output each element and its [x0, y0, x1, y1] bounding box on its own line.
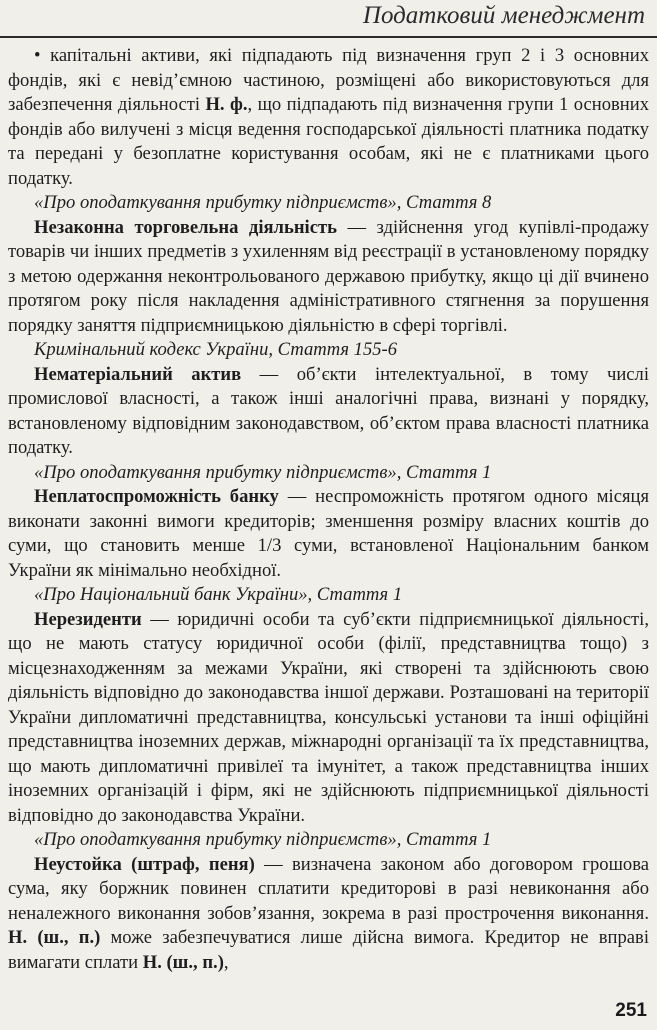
entry-text: — визначена законом або договором грошова сума, яку боржник повинен сплатити кредиторові в разі невиконання або неналежного виконання зобов’язання, зокрема в разі прострочення виконання.	[8, 853, 649, 924]
entry-source: «Про оподаткування прибутку підприємств», Стаття 1	[34, 461, 492, 483]
entry-text: — неспроможність протягом одного місяця виконати законні вимоги кредиторів; зменшення розміру власних коштів до суми, що становить менше 1/3 суми, встановленої Національним банком України як мінімально необхідної.	[8, 486, 650, 581]
entry-text: може забезпечуватися лише дійсна вимога. Кредитор не вправі вимагати сплати	[8, 927, 649, 973]
entry-source: «Про оподаткування прибутку підприємств», Стаття 1	[34, 829, 492, 850]
page-number: 251	[615, 1000, 647, 1021]
entry-abbr: Н. (ш., п.)	[142, 951, 224, 973]
entry-text: — юридичні особи та суб’єкти підприємницької діяльності, що не мають статусу юридичної особи (філії, представництва тощо) з місцезнаходженням за межами України, які створені та здійснюють свою діяльність відповідно до законодавства іншої держави. Розташовані на території України дипломатичні представництва, консульські установи та інші офіційні представництва іноземних держав, міжнародні організації та їх представництва, що мають дипломатичні привілеї та імунітет, а також представництва інших іноземних організацій і фірм, які не здійснюють підприємницької діяльності відповідно до законодавства України.	[8, 608, 649, 826]
entry-text: — здійснення угод купівлі-продажу товарів чи інших предметів з ухиленням від реєстрації в установленому порядку з метою одержання неконтрольованого державою прибутку, якщо ці дії вчинено протягом року після накладення адміністративного стягнення за порушення порядку заняття підприємницькою діяльністю в сфері торгівлі.	[8, 216, 649, 336]
page-body	[8, 44, 649, 975]
glossary-entry	[8, 608, 649, 829]
entry-source: «Про оподаткування прибутку підприємств», Стаття 8	[34, 192, 492, 213]
entry-term: Нематеріальний актив	[34, 363, 242, 385]
glossary-entry	[8, 363, 649, 461]
entry-term: Неплатоспроможність банку	[34, 486, 279, 507]
entry-text: — об’єкти інтелектуальної, в тому числі промислової власності, а також інші аналогічні права, визнані у порядку, встановленому відповідним законодавством, об’єктом права власності платника податку.	[8, 363, 649, 458]
entry-abbr: Н. ф.	[205, 94, 248, 115]
entry-term: Неустойка (штраф, пеня)	[34, 853, 255, 875]
entry-term: Нерезиденти	[34, 608, 142, 630]
entry-text: , що підпадають під визначення групи 1 основних фондів або вилучені з місця ведення господарської діяльності платника податку та передані у безоплатне користування особам, які не є платниками цього податку.	[8, 94, 649, 189]
glossary-entry	[8, 216, 649, 339]
entry-abbr: Н. (ш., п.)	[8, 927, 101, 948]
glossary-entry	[8, 485, 649, 583]
entry-text: ,	[223, 951, 229, 973]
header-rule	[0, 36, 657, 38]
entry-term: Незаконна торговельна діяльність	[34, 216, 337, 238]
running-header	[0, 0, 657, 38]
running-header-title: Податковий менеджмент	[362, 2, 645, 29]
entry-source: «Про Національний банк України», Стаття 1	[34, 584, 403, 605]
entry-source: Кримінальний кодекс України, Стаття 155-6	[34, 339, 398, 360]
entry-continuation	[8, 44, 649, 191]
glossary-entry	[8, 853, 649, 976]
entry-text: • капітальні активи, які підпадають під визначення груп 2 і 3 основних фондів, які є невід’ємною частиною, розміщені або використовуються для забезпечення діяльності	[8, 45, 649, 115]
